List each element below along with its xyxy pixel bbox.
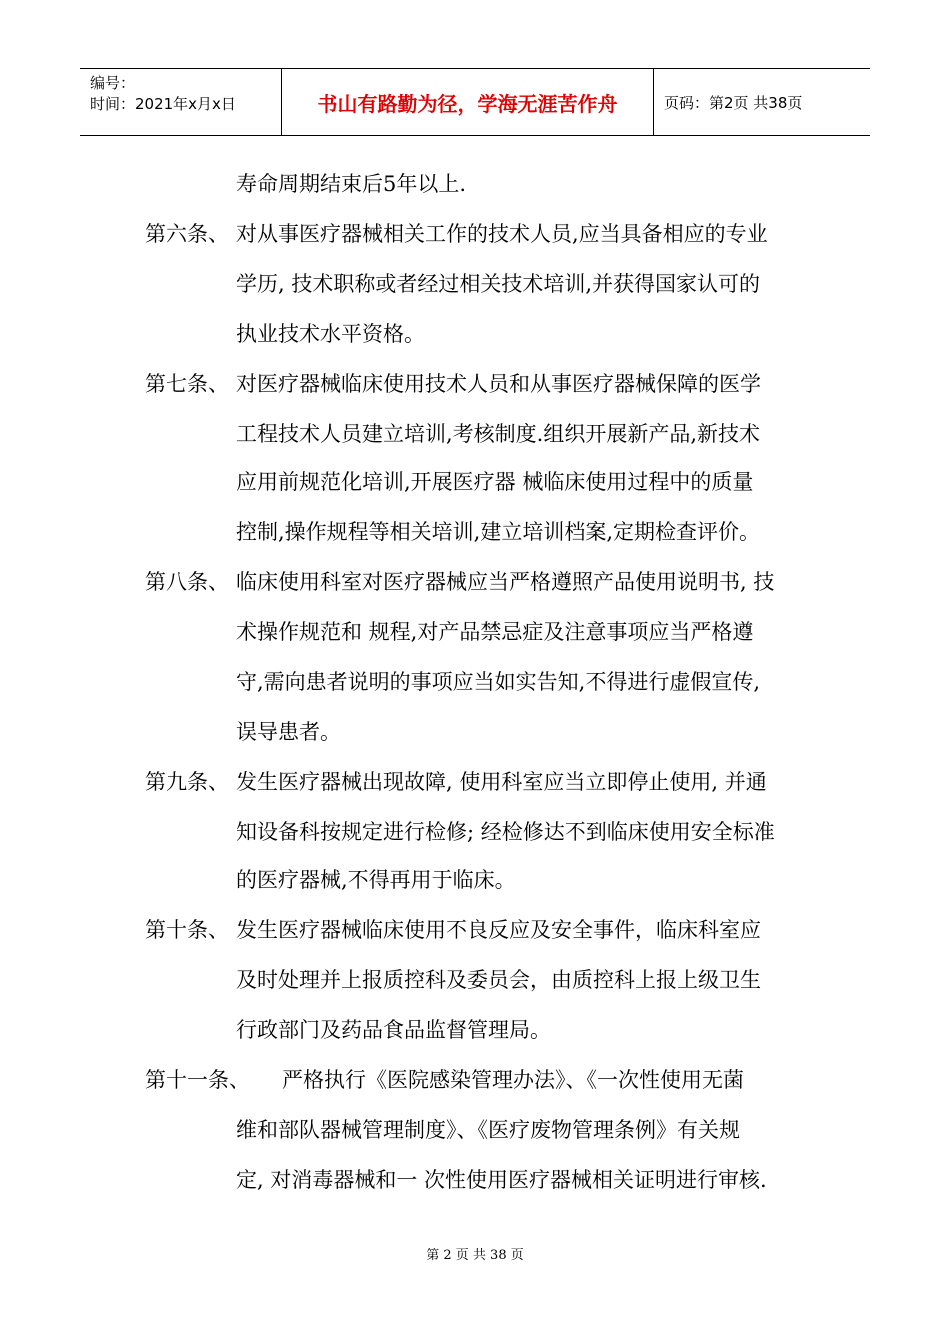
article-label: 第七条、 (145, 372, 229, 396)
article-label: 第十条、 (145, 918, 229, 942)
article-line: 定, 对消毒器械和一 次性使用医疗器械相关证明进行审核. (236, 1168, 767, 1192)
article-line: 发生医疗器械出现故障, 使用科室应当立即停止使用, 并通 (236, 770, 767, 794)
article-label: 第十一条、 (145, 1068, 250, 1092)
article-line: 对医疗器械临床使用技术人员和从事医疗器械保障的医学 (236, 372, 761, 396)
article-line: 发生医疗器械临床使用不良反应及安全事件，临床科室应 (236, 918, 761, 942)
article-line: 术操作规范和 规程,对产品禁忌症及注意事项应当严格遵 (236, 620, 754, 644)
page-footer: 第 2 页 共 38 页 (426, 1248, 524, 1263)
continuation-line: 寿命周期结束后5年以上. (236, 172, 467, 196)
article-line: 应用前规范化培训,开展医疗器 械临床使用过程中的质量 (236, 470, 754, 494)
article-line: 误导患者。 (236, 720, 341, 744)
article-line: 执业技术水平资格。 (236, 322, 425, 346)
article-line: 守,需向患者说明的事项应当如实告知,不得进行虚假宣传, (236, 670, 761, 694)
article-line: 知设备科按规定进行检修; 经检修达不到临床使用安全标准 (236, 820, 775, 844)
document-number-label: 编号： (90, 74, 136, 92)
document-date: 时间：2021年x月x日 (90, 95, 236, 113)
page-header (80, 68, 870, 136)
article-line: 临床使用科室对医疗器械应当严格遵照产品使用说明书, 技 (236, 570, 775, 594)
article-line: 学历, 技术职称或者经过相关技术培训,并获得国家认可的 (236, 272, 761, 296)
article-label: 第六条、 (145, 222, 229, 246)
article-line: 对从事医疗器械相关工作的技术人员,应当具备相应的专业 (236, 222, 768, 246)
article-label: 第九条、 (145, 770, 229, 794)
article-line: 行政部门及药品食品监督管理局。 (236, 1018, 551, 1042)
header-meta (80, 69, 282, 135)
article-line: 及时处理并上报质控科及委员会，由质控科上报上级卫生 (236, 968, 761, 992)
article-line: 维和部队器械管理制度》、《医疗废物管理条例》有关规 (236, 1118, 740, 1142)
header-page-info: 页码：第2页 共38页 (664, 93, 803, 112)
article-line: 工程技术人员建立培训,考核制度.组织开展新产品,新技术 (236, 422, 761, 446)
article-line: 控制,操作规程等相关培训,建立培训档案,定期检查评价。 (236, 520, 761, 544)
header-motto: 书山有路勤为径，学海无涯苦作舟 (282, 69, 654, 135)
article-label: 第八条、 (145, 570, 229, 594)
article-line: 严格执行《医院感染管理办法》、《一次性使用无菌 (282, 1068, 744, 1092)
article-line: 的医疗器械,不得再用于临床。 (236, 868, 516, 892)
